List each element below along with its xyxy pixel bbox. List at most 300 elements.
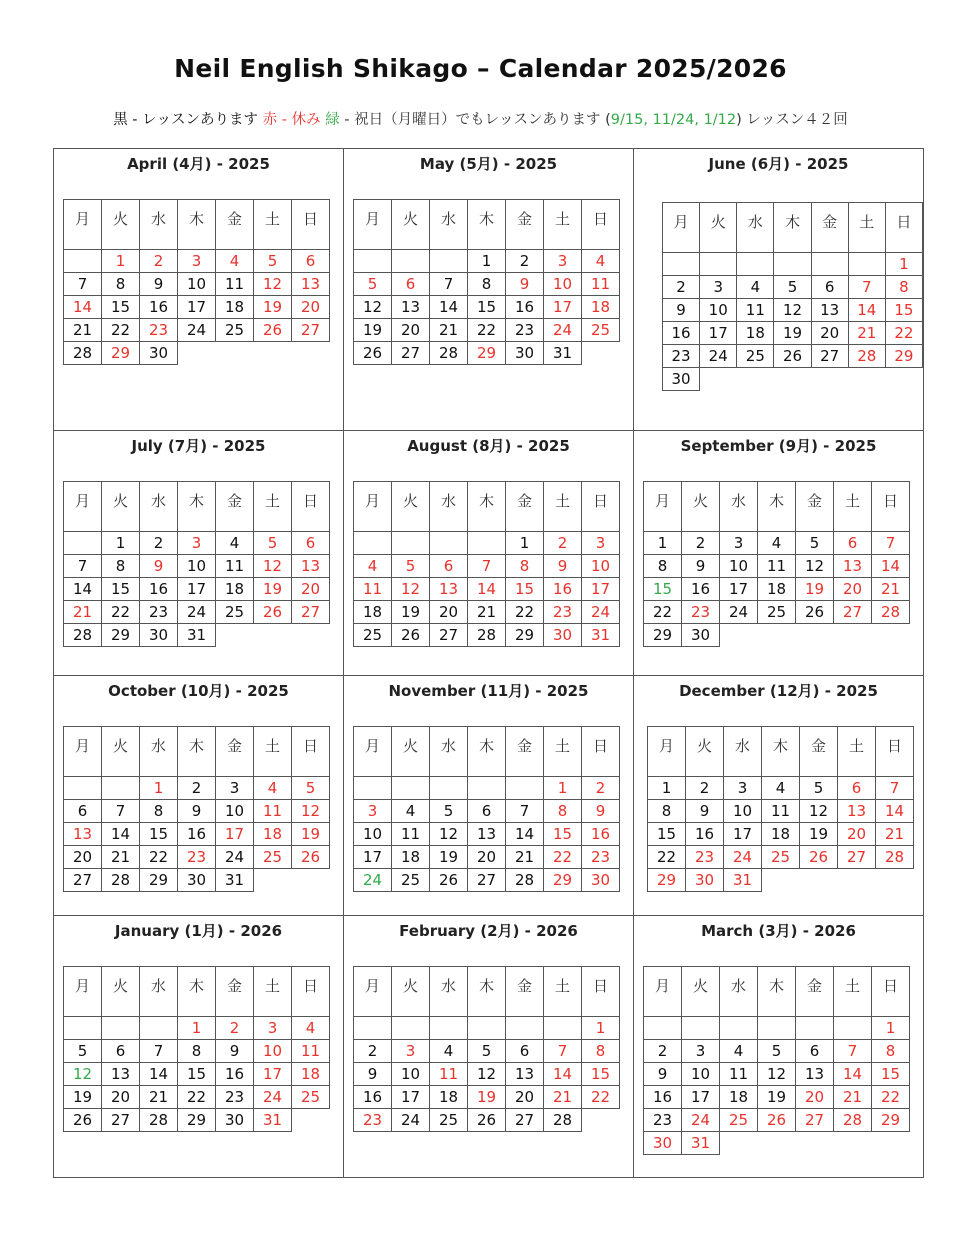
day-cell: 24 xyxy=(254,1086,292,1109)
day-cell: 15 xyxy=(468,296,506,319)
day-cell: 16 xyxy=(216,1063,254,1086)
day-cell: 28 xyxy=(102,869,140,892)
day-cell: 15 xyxy=(582,1063,620,1086)
day-cell: 21 xyxy=(848,322,885,345)
no-cell xyxy=(254,624,292,647)
day-cell: 28 xyxy=(64,624,102,647)
month-title: December (12月) - 2025 xyxy=(679,682,878,700)
no-cell xyxy=(720,624,758,647)
day-cell: 13 xyxy=(292,273,330,296)
day-cell: 19 xyxy=(354,319,392,342)
day-cell: 19 xyxy=(430,846,468,869)
week-row xyxy=(354,532,620,555)
day-cell: 26 xyxy=(254,601,292,624)
weekday-header: 水 xyxy=(430,200,468,250)
day-cell: 27 xyxy=(292,601,330,624)
day-cell: 22 xyxy=(140,846,178,869)
day-cell: 17 xyxy=(216,823,254,846)
day-cell: 4 xyxy=(430,1040,468,1063)
day-cell: 24 xyxy=(720,601,758,624)
day-cell: 20 xyxy=(468,846,506,869)
weekday-header: 木 xyxy=(178,727,216,777)
empty-day-cell xyxy=(811,253,848,276)
day-cell: 19 xyxy=(64,1086,102,1109)
weekday-header: 月 xyxy=(354,482,392,532)
weekday-header: 火 xyxy=(392,967,430,1017)
day-cell: 23 xyxy=(663,345,700,368)
day-cell: 15 xyxy=(178,1063,216,1086)
month-panel xyxy=(634,149,923,431)
day-cell: 14 xyxy=(872,555,910,578)
weekday-header: 日 xyxy=(582,482,620,532)
day-cell: 7 xyxy=(872,532,910,555)
day-cell: 3 xyxy=(178,250,216,273)
day-cell: 10 xyxy=(724,800,762,823)
day-cell: 9 xyxy=(686,800,724,823)
weekday-header: 木 xyxy=(774,203,811,253)
month-title: September (9月) - 2025 xyxy=(680,437,877,455)
day-cell: 23 xyxy=(354,1109,392,1132)
legend-total: レッスン４２回 xyxy=(746,112,848,128)
day-cell: 31 xyxy=(724,869,762,892)
day-cell: 6 xyxy=(430,555,468,578)
day-cell: 16 xyxy=(663,322,700,345)
day-cell: 5 xyxy=(292,777,330,800)
day-cell: 24 xyxy=(354,869,392,892)
day-cell: 16 xyxy=(644,1086,682,1109)
day-cell: 6 xyxy=(834,532,872,555)
day-cell: 25 xyxy=(254,846,292,869)
weekday-header: 金 xyxy=(811,203,848,253)
empty-day-cell xyxy=(354,1017,392,1040)
month-title: March (3月) - 2026 xyxy=(701,922,856,940)
day-cell: 16 xyxy=(354,1086,392,1109)
day-cell: 17 xyxy=(682,1086,720,1109)
weekday-header: 木 xyxy=(758,967,796,1017)
day-cell: 12 xyxy=(796,555,834,578)
week-row xyxy=(354,296,620,319)
month-title: October (10月) - 2025 xyxy=(108,682,289,700)
day-cell: 17 xyxy=(544,296,582,319)
weekday-header: 水 xyxy=(140,482,178,532)
weekday-header: 土 xyxy=(254,727,292,777)
day-cell: 11 xyxy=(762,800,800,823)
no-cell xyxy=(700,368,737,391)
day-cell: 26 xyxy=(758,1109,796,1132)
legend-black: 黒 - レッスンあります xyxy=(113,112,259,128)
day-cell: 6 xyxy=(64,800,102,823)
week-row xyxy=(64,846,330,869)
weekday-header: 月 xyxy=(64,482,102,532)
day-cell: 26 xyxy=(392,624,430,647)
day-cell: 11 xyxy=(216,555,254,578)
day-cell: 7 xyxy=(834,1040,872,1063)
day-cell: 21 xyxy=(64,601,102,624)
weekday-header: 月 xyxy=(64,727,102,777)
day-cell: 11 xyxy=(737,299,774,322)
day-cell: 9 xyxy=(140,555,178,578)
month-table xyxy=(662,202,923,391)
day-cell: 15 xyxy=(102,296,140,319)
month-panel xyxy=(634,676,923,916)
week-row xyxy=(354,1063,620,1086)
day-cell: 28 xyxy=(506,869,544,892)
day-cell: 1 xyxy=(506,532,544,555)
week-row xyxy=(663,345,923,368)
week-row xyxy=(354,342,620,365)
day-cell: 8 xyxy=(648,800,686,823)
month-title: July (7月) - 2025 xyxy=(131,437,266,455)
week-row xyxy=(354,846,620,869)
day-cell: 11 xyxy=(720,1063,758,1086)
week-row xyxy=(64,624,330,647)
week-row xyxy=(64,800,330,823)
day-cell: 23 xyxy=(178,846,216,869)
no-cell xyxy=(216,342,254,365)
month-title: August (8月) - 2025 xyxy=(407,437,570,455)
weekday-header: 水 xyxy=(720,967,758,1017)
no-cell xyxy=(834,1132,872,1155)
week-row xyxy=(354,250,620,273)
day-cell: 6 xyxy=(796,1040,834,1063)
day-cell: 10 xyxy=(700,299,737,322)
weekday-header: 木 xyxy=(762,727,800,777)
day-cell: 28 xyxy=(140,1109,178,1132)
day-cell: 25 xyxy=(737,345,774,368)
day-cell: 5 xyxy=(800,777,838,800)
day-cell: 4 xyxy=(354,555,392,578)
day-cell: 13 xyxy=(430,578,468,601)
day-cell: 27 xyxy=(796,1109,834,1132)
day-cell: 25 xyxy=(216,601,254,624)
day-cell: 8 xyxy=(102,555,140,578)
day-cell: 23 xyxy=(506,319,544,342)
day-cell: 14 xyxy=(544,1063,582,1086)
no-cell xyxy=(848,368,885,391)
day-cell: 11 xyxy=(392,823,430,846)
day-cell: 28 xyxy=(544,1109,582,1132)
day-cell: 14 xyxy=(430,296,468,319)
day-cell: 25 xyxy=(582,319,620,342)
day-cell: 6 xyxy=(292,250,330,273)
day-cell: 17 xyxy=(178,578,216,601)
day-cell: 5 xyxy=(468,1040,506,1063)
day-cell: 30 xyxy=(216,1109,254,1132)
day-cell: 24 xyxy=(178,601,216,624)
week-row xyxy=(648,800,914,823)
day-cell: 7 xyxy=(430,273,468,296)
day-cell: 21 xyxy=(102,846,140,869)
empty-day-cell xyxy=(354,250,392,273)
weekday-header: 金 xyxy=(506,967,544,1017)
day-cell: 31 xyxy=(216,869,254,892)
weekday-header: 水 xyxy=(720,482,758,532)
day-cell: 18 xyxy=(216,578,254,601)
month-table xyxy=(353,199,620,365)
week-row xyxy=(663,322,923,345)
week-row xyxy=(64,1017,330,1040)
day-cell: 21 xyxy=(872,578,910,601)
day-cell: 22 xyxy=(102,319,140,342)
day-cell: 29 xyxy=(468,342,506,365)
day-cell: 27 xyxy=(834,601,872,624)
day-cell: 22 xyxy=(544,846,582,869)
weekday-header: 木 xyxy=(468,200,506,250)
day-cell: 24 xyxy=(392,1109,430,1132)
day-cell: 19 xyxy=(800,823,838,846)
day-cell: 27 xyxy=(102,1109,140,1132)
day-cell: 30 xyxy=(663,368,700,391)
no-cell xyxy=(216,624,254,647)
day-cell: 16 xyxy=(544,578,582,601)
day-cell: 14 xyxy=(64,296,102,319)
day-cell: 20 xyxy=(292,296,330,319)
month-panel xyxy=(54,149,344,431)
day-cell: 28 xyxy=(876,846,914,869)
day-cell: 22 xyxy=(506,601,544,624)
empty-day-cell xyxy=(544,1017,582,1040)
day-cell: 8 xyxy=(644,555,682,578)
month-panel xyxy=(54,916,344,1177)
day-cell: 29 xyxy=(872,1109,910,1132)
day-cell: 29 xyxy=(178,1109,216,1132)
day-cell: 1 xyxy=(644,532,682,555)
calendar-grid xyxy=(53,148,924,1178)
day-cell: 27 xyxy=(430,624,468,647)
day-cell: 6 xyxy=(392,273,430,296)
day-cell: 10 xyxy=(544,273,582,296)
day-cell: 24 xyxy=(216,846,254,869)
day-cell: 16 xyxy=(582,823,620,846)
week-row xyxy=(354,273,620,296)
day-cell: 12 xyxy=(292,800,330,823)
day-cell: 28 xyxy=(64,342,102,365)
day-cell: 23 xyxy=(682,601,720,624)
day-cell: 20 xyxy=(102,1086,140,1109)
weekday-header: 金 xyxy=(216,967,254,1017)
day-cell: 12 xyxy=(392,578,430,601)
day-cell: 4 xyxy=(216,532,254,555)
empty-day-cell xyxy=(834,1017,872,1040)
day-cell: 27 xyxy=(392,342,430,365)
empty-day-cell xyxy=(468,1017,506,1040)
day-cell: 29 xyxy=(544,869,582,892)
day-cell: 26 xyxy=(430,869,468,892)
day-cell: 9 xyxy=(663,299,700,322)
day-cell: 28 xyxy=(872,601,910,624)
weekday-header: 火 xyxy=(682,967,720,1017)
day-cell: 13 xyxy=(64,823,102,846)
day-cell: 6 xyxy=(102,1040,140,1063)
day-cell: 12 xyxy=(758,1063,796,1086)
day-cell: 3 xyxy=(392,1040,430,1063)
day-cell: 6 xyxy=(838,777,876,800)
day-cell: 18 xyxy=(216,296,254,319)
day-cell: 6 xyxy=(506,1040,544,1063)
day-cell: 2 xyxy=(686,777,724,800)
weekday-header: 水 xyxy=(140,727,178,777)
month-panel xyxy=(634,431,923,676)
no-cell xyxy=(292,342,330,365)
week-row xyxy=(354,1109,620,1132)
day-cell: 3 xyxy=(724,777,762,800)
week-row xyxy=(648,777,914,800)
weekday-header: 月 xyxy=(354,727,392,777)
day-cell: 21 xyxy=(430,319,468,342)
day-cell: 13 xyxy=(292,555,330,578)
day-cell: 15 xyxy=(644,578,682,601)
weekday-header: 金 xyxy=(800,727,838,777)
legend-red: 赤 - 休み xyxy=(262,112,321,128)
day-cell: 25 xyxy=(758,601,796,624)
no-cell xyxy=(758,1132,796,1155)
day-cell: 1 xyxy=(885,253,922,276)
day-cell: 20 xyxy=(392,319,430,342)
legend-dates-open: ( xyxy=(605,112,611,128)
weekday-header: 日 xyxy=(872,967,910,1017)
weekday-header: 火 xyxy=(686,727,724,777)
weekday-header: 火 xyxy=(102,482,140,532)
day-cell: 13 xyxy=(392,296,430,319)
day-cell: 29 xyxy=(648,869,686,892)
day-cell: 12 xyxy=(254,273,292,296)
week-row xyxy=(644,1086,910,1109)
day-cell: 25 xyxy=(292,1086,330,1109)
month-title: November (11月) - 2025 xyxy=(388,682,589,700)
day-cell: 20 xyxy=(430,601,468,624)
no-cell xyxy=(834,624,872,647)
day-cell: 28 xyxy=(848,345,885,368)
day-cell: 1 xyxy=(102,532,140,555)
week-row xyxy=(354,624,620,647)
day-cell: 13 xyxy=(506,1063,544,1086)
day-cell: 26 xyxy=(64,1109,102,1132)
day-cell: 16 xyxy=(686,823,724,846)
no-cell xyxy=(796,624,834,647)
day-cell: 10 xyxy=(582,555,620,578)
empty-day-cell xyxy=(430,1017,468,1040)
weekday-header: 金 xyxy=(796,967,834,1017)
day-cell: 21 xyxy=(834,1086,872,1109)
day-cell: 20 xyxy=(834,578,872,601)
day-cell: 26 xyxy=(468,1109,506,1132)
weekday-header: 月 xyxy=(648,727,686,777)
week-row xyxy=(644,601,910,624)
weekday-header: 火 xyxy=(392,727,430,777)
empty-day-cell xyxy=(468,777,506,800)
day-cell: 2 xyxy=(644,1040,682,1063)
empty-day-cell xyxy=(644,1017,682,1040)
day-cell: 19 xyxy=(254,578,292,601)
day-cell: 11 xyxy=(430,1063,468,1086)
week-row xyxy=(354,1086,620,1109)
weekday-header: 木 xyxy=(178,967,216,1017)
day-cell: 5 xyxy=(392,555,430,578)
day-cell: 18 xyxy=(392,846,430,869)
weekday-header: 月 xyxy=(64,200,102,250)
empty-day-cell xyxy=(140,1017,178,1040)
day-cell: 22 xyxy=(178,1086,216,1109)
weekday-header: 木 xyxy=(758,482,796,532)
day-cell: 23 xyxy=(582,846,620,869)
weekday-header: 金 xyxy=(216,727,254,777)
month-title: April (4月) - 2025 xyxy=(127,155,270,173)
page-title: Neil English Shikago – Calendar 2025/2026 xyxy=(174,54,787,83)
day-cell: 23 xyxy=(644,1109,682,1132)
weekday-header: 土 xyxy=(544,967,582,1017)
day-cell: 9 xyxy=(216,1040,254,1063)
day-cell: 8 xyxy=(885,276,922,299)
day-cell: 25 xyxy=(430,1109,468,1132)
day-cell: 26 xyxy=(796,601,834,624)
color-legend xyxy=(0,108,961,129)
day-cell: 28 xyxy=(468,624,506,647)
weekday-header: 月 xyxy=(663,203,700,253)
day-cell: 2 xyxy=(582,777,620,800)
day-cell: 27 xyxy=(468,869,506,892)
week-row xyxy=(64,555,330,578)
no-cell xyxy=(758,624,796,647)
day-cell: 6 xyxy=(292,532,330,555)
empty-day-cell xyxy=(354,532,392,555)
weekday-header: 火 xyxy=(392,200,430,250)
day-cell: 26 xyxy=(292,846,330,869)
legend-dates-close: ) xyxy=(736,112,742,128)
day-cell: 5 xyxy=(430,800,468,823)
day-cell: 4 xyxy=(254,777,292,800)
weekday-header: 日 xyxy=(292,200,330,250)
day-cell: 1 xyxy=(102,250,140,273)
week-row xyxy=(648,823,914,846)
day-cell: 11 xyxy=(582,273,620,296)
day-cell: 16 xyxy=(506,296,544,319)
day-cell: 30 xyxy=(682,624,720,647)
day-cell: 9 xyxy=(178,800,216,823)
week-row xyxy=(64,823,330,846)
day-cell: 14 xyxy=(102,823,140,846)
day-cell: 15 xyxy=(648,823,686,846)
day-cell: 15 xyxy=(885,299,922,322)
day-cell: 29 xyxy=(102,624,140,647)
day-cell: 2 xyxy=(140,250,178,273)
day-cell: 23 xyxy=(544,601,582,624)
day-cell: 14 xyxy=(468,578,506,601)
day-cell: 18 xyxy=(737,322,774,345)
day-cell: 26 xyxy=(800,846,838,869)
day-cell: 18 xyxy=(354,601,392,624)
day-cell: 8 xyxy=(544,800,582,823)
day-cell: 2 xyxy=(506,250,544,273)
day-cell: 27 xyxy=(811,345,848,368)
day-cell: 29 xyxy=(140,869,178,892)
no-cell xyxy=(254,342,292,365)
week-row xyxy=(663,368,923,391)
day-cell: 13 xyxy=(838,800,876,823)
day-cell: 18 xyxy=(758,578,796,601)
day-cell: 4 xyxy=(720,1040,758,1063)
day-cell: 2 xyxy=(544,532,582,555)
day-cell: 27 xyxy=(64,869,102,892)
week-row xyxy=(644,1109,910,1132)
day-cell: 19 xyxy=(392,601,430,624)
day-cell: 11 xyxy=(758,555,796,578)
day-cell: 26 xyxy=(774,345,811,368)
no-cell xyxy=(720,1132,758,1155)
day-cell: 19 xyxy=(774,322,811,345)
day-cell: 30 xyxy=(686,869,724,892)
day-cell: 30 xyxy=(140,624,178,647)
weekday-header: 土 xyxy=(544,727,582,777)
